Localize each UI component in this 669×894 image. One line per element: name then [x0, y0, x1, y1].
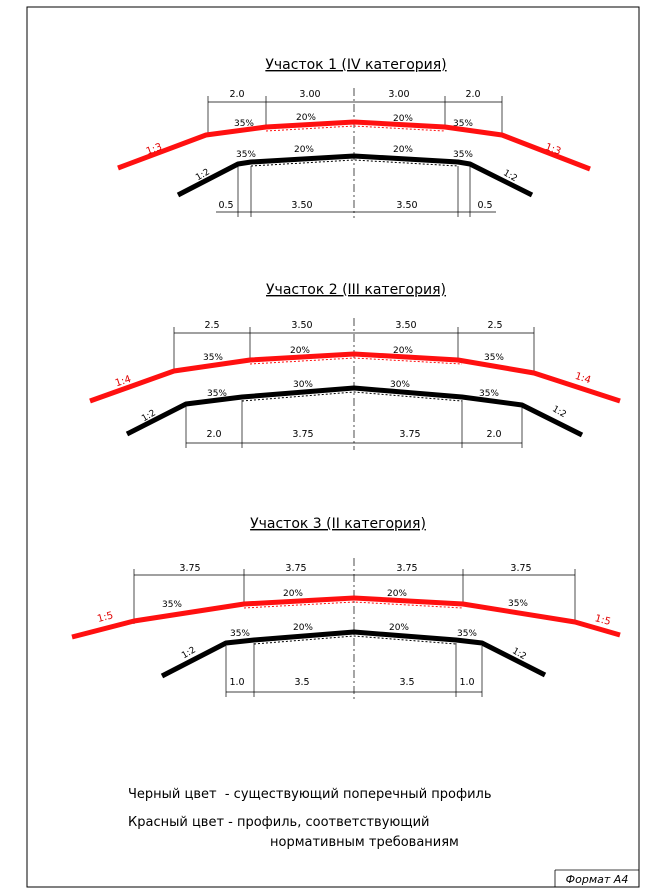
legend-red: Красный цвет - профиль, соответствующий [128, 815, 430, 830]
red-profile [90, 354, 620, 401]
dim-label: 3.75 [179, 563, 201, 574]
black-dimension-line [186, 400, 522, 448]
red-profile [118, 122, 590, 169]
section-2 [90, 282, 620, 450]
cross-slope-label: 35% [507, 599, 529, 609]
cross-slope-label: 35% [233, 119, 255, 129]
cross-slope-label: 35% [478, 389, 500, 399]
slope-label: 1:2 [510, 646, 528, 663]
dim-label: 3.00 [299, 89, 321, 100]
dim-label: 3.75 [399, 429, 421, 440]
slope-label: 1:4 [573, 370, 593, 387]
slope-label: 1:4 [113, 373, 133, 390]
cross-slope-label: 20% [392, 145, 414, 155]
dim-label: 0.5 [477, 200, 493, 211]
black-profile [127, 388, 582, 435]
section-3 [72, 516, 620, 700]
cross-slope-label: 20% [386, 589, 408, 599]
black-dimension-line [216, 166, 496, 217]
slope-label: 1:2 [140, 408, 158, 425]
black-profile [162, 632, 545, 676]
slope-label: 1:5 [593, 613, 612, 628]
dim-label: 0.5 [218, 200, 234, 211]
cross-slope-label: 35% [235, 150, 257, 160]
dim-label: 2.0 [486, 429, 502, 440]
cross-slope-label: 30% [389, 380, 411, 390]
legend-red-continued: нормативным требованиям [270, 835, 459, 850]
section-title: Участок 3 (II категория) [250, 516, 426, 532]
format-label: Формат А4 [565, 873, 629, 886]
cross-slope-label: 35% [206, 389, 228, 399]
dim-label: 2.0 [206, 429, 222, 440]
cross-slope-label: 20% [292, 623, 314, 633]
cross-slope-label: 35% [202, 353, 224, 363]
dim-label: 3.00 [388, 89, 410, 100]
dim-label: 2.5 [204, 320, 220, 331]
cross-slope-label: 35% [452, 150, 474, 160]
dim-label: 3.5 [399, 677, 415, 688]
slope-label: 1:2 [550, 404, 568, 421]
dim-label: 2.5 [487, 320, 503, 331]
dim-label: 2.0 [229, 89, 245, 100]
section-title: Участок 2 (III категория) [266, 282, 446, 298]
dim-label: 3.5 [294, 677, 310, 688]
slope-label: 1:2 [180, 645, 198, 662]
dim-label: 1.0 [229, 677, 245, 688]
dim-label: 3.50 [395, 320, 417, 331]
dim-label: 3.50 [291, 200, 313, 211]
section-1 [118, 57, 590, 218]
dim-label: 3.50 [291, 320, 313, 331]
cross-slope-label: 35% [161, 600, 183, 610]
cross-slope-label: 20% [392, 114, 414, 124]
section-title: Участок 1 (IV категория) [265, 57, 447, 73]
slope-label: 1:5 [96, 610, 115, 625]
slope-label: 1:2 [194, 167, 212, 184]
dim-label: 2.0 [465, 89, 481, 100]
cross-slope-label: 20% [289, 346, 311, 356]
dim-label: 3.75 [510, 563, 532, 574]
cross-slope-label: 35% [452, 119, 474, 129]
dim-label: 3.50 [396, 200, 418, 211]
black-profile [178, 156, 532, 195]
slope-label: 1:3 [144, 141, 164, 158]
dim-label: 3.75 [285, 563, 307, 574]
legend-black: Черный цвет - существующий поперечный профиль [128, 787, 492, 802]
slope-label: 1:3 [543, 141, 563, 158]
cross-slope-label: 35% [483, 353, 505, 363]
legend [128, 787, 492, 850]
cross-slope-label: 20% [388, 623, 410, 633]
cross-slope-label: 35% [229, 629, 251, 639]
cross-slope-label: 20% [293, 145, 315, 155]
cross-slope-label: 20% [392, 346, 414, 356]
sheet-frame [27, 7, 639, 887]
cross-slope-label: 20% [282, 589, 304, 599]
dim-label: 3.75 [292, 429, 314, 440]
cross-slope-label: 35% [456, 629, 478, 639]
dim-label: 3.75 [396, 563, 418, 574]
cross-slope-label: 20% [295, 113, 317, 123]
dim-label: 1.0 [459, 677, 475, 688]
slope-label: 1:2 [501, 168, 519, 185]
cross-slope-label: 30% [292, 380, 314, 390]
